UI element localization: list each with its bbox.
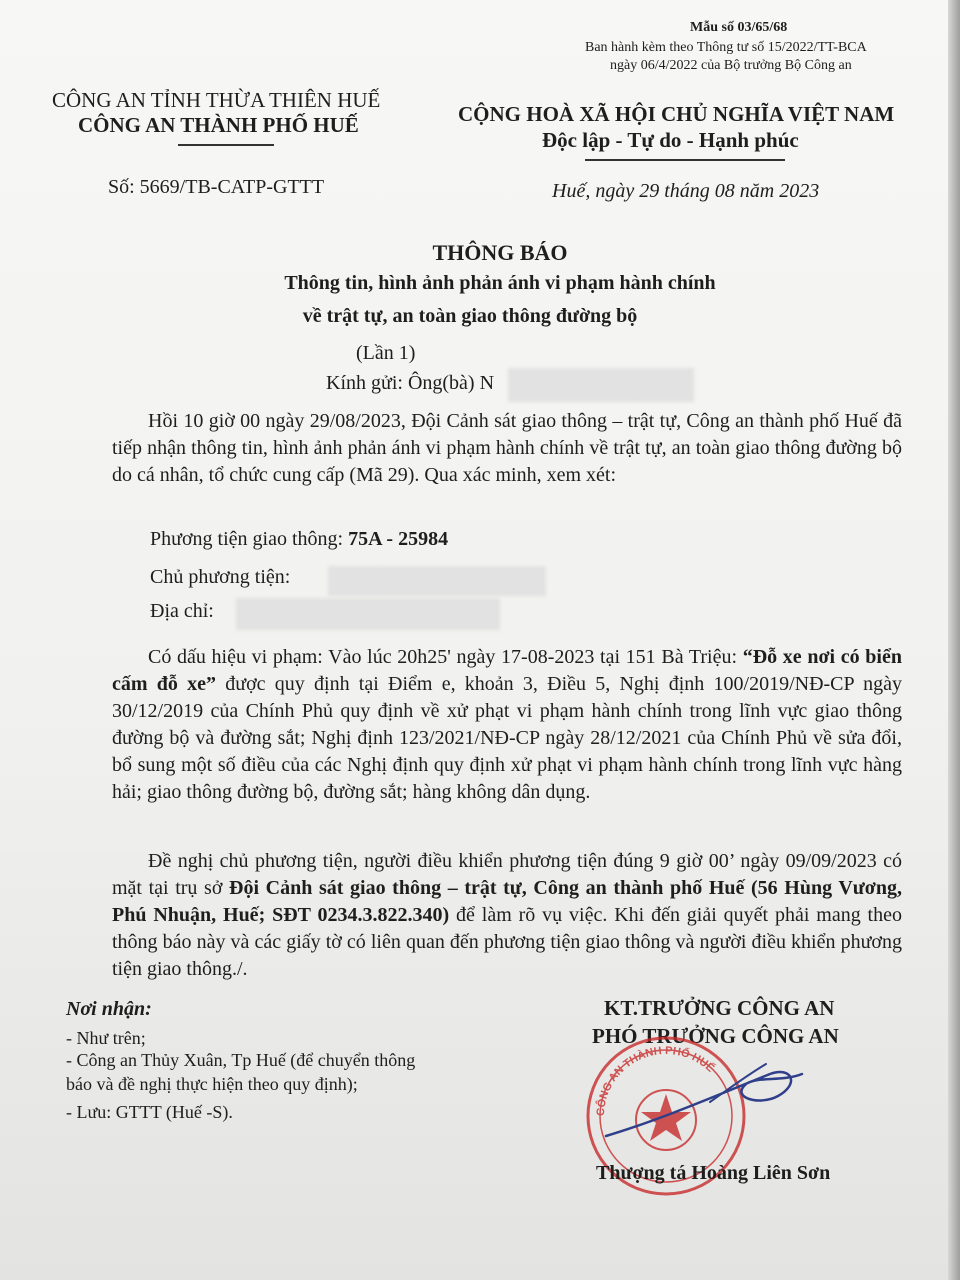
vehicle-line <box>150 528 448 551</box>
form-number: Mẫu số 03/65/68 <box>690 20 788 35</box>
violation-name: “Đỗ xe nơi có biển cấm đỗ xe” <box>112 646 902 695</box>
document-subtitle-2: về trật tự, an toàn giao thông đường bộ <box>302 305 638 327</box>
recipients-title: Nơi nhận: <box>66 998 152 1020</box>
recipient-item: - Công an Thủy Xuân, Tp Huế (để chuyển thông <box>66 1050 416 1070</box>
request-instructions: để làm rõ vụ việc. Khi đến giải quyết phải mang theo thông báo này và các giấy tờ có liên quan đến phương tiện giao thông và người điều khiển phương tiện giao thông./. <box>112 904 902 980</box>
request-intro: Đề nghị chủ phương tiện, người điều khiển phương tiện đúng 9 giờ 00’ ngày 09/09/2023 có mặt tại trụ sở <box>112 850 902 899</box>
request-office: Đội Cảnh sát giao thông – trật tự, Công an thành phố Huế (56 Hùng Vương, Phú Nhuận, Huế; SĐT 0234.3.822.340) <box>112 877 902 926</box>
violation-intro: Có dấu hiệu vi phạm: Vào lúc 20h25' ngày 17-08-2023 tại 151 Bà Triệu: <box>148 646 743 668</box>
vehicle-label: Phương tiện giao thông: <box>150 528 349 550</box>
addressee: Kính gửi: Ông(bà) N <box>326 372 495 394</box>
nation-motto: Độc lập - Tự do - Hạnh phúc <box>542 128 799 152</box>
signature-title-1: KT.TRƯỞNG CÔNG AN <box>604 996 835 1020</box>
owner-redaction <box>328 566 546 596</box>
paragraph-intake: Hồi 10 giờ 00 ngày 29/08/2023, Đội Cảnh sát giao thông – trật tự, Công an thành phố Huế đã tiếp nhận thông tin, hình ảnh phản ánh vi phạm hành chính về trật tự, an toàn giao thông đường bộ do cá nhân, tổ chức cung cấp (Mã 29). Qua xác minh, xem xét: <box>112 410 902 486</box>
document-subtitle-1: Thông tin, hình ảnh phản ánh vi phạm hành chính <box>284 272 716 294</box>
address-label: Địa chỉ: <box>150 600 214 622</box>
paragraph-violation <box>112 644 902 806</box>
vehicle-plate: 75A - 25984 <box>348 528 449 550</box>
agency-line1: CÔNG AN TỈNH THỪA THIÊN HUẾ <box>52 88 381 112</box>
address-redaction <box>236 598 500 630</box>
notice-round: (Lần 1) <box>356 342 416 364</box>
paragraph-request <box>112 848 902 983</box>
document-title: THÔNG BÁO <box>432 240 568 265</box>
form-issued-line2: ngày 06/4/2022 của Bộ trưởng Bộ Công an <box>610 58 852 73</box>
motto-underline <box>585 159 785 161</box>
nation-line1: CỘNG HOÀ XÃ HỘI CHỦ NGHĨA VIỆT NAM <box>458 102 895 126</box>
document-number: Số: 5669/TB-CATP-GTTT <box>108 176 325 198</box>
stamp-text: CÔNG AN THÀNH PHỐ HUẾ <box>594 1044 717 1117</box>
form-issued-line1: Ban hành kèm theo Thông tư số 15/2022/TT-BCA <box>585 40 867 55</box>
signature-title-2: PHÓ TRƯỞNG CÔNG AN <box>592 1024 839 1048</box>
signer-name: Thượng tá Hoàng Liên Sơn <box>596 1162 831 1184</box>
page-edge-shadow <box>948 0 960 1280</box>
agency-underline <box>178 144 274 146</box>
violation-legal-basis: được quy định tại Điểm e, khoản 3, Điều 5, Nghị định 100/2019/NĐ-CP ngày 30/12/2019 của Chính Phủ quy định về xử phạt vi phạm hành chính trong lĩnh vực giao thông đường bộ và đường sắt; Nghị định 123/2021/NĐ-CP ngày 28/12/2021 của Chính Phủ về sửa đổi, bổ sung một số điều của các Nghị định quy định xử phạt vi phạm hành chính trong lĩnh vực hàng hải; giao thông đường bộ, đường sắt; hàng không dân dụng. <box>112 673 903 803</box>
recipient-item: - Như trên; <box>66 1028 146 1048</box>
addressee-redaction <box>508 368 694 402</box>
svg-text:CÔNG AN THÀNH PHỐ HUẾ <box>595 1045 717 1116</box>
owner-line <box>150 566 290 589</box>
owner-label: Chủ phương tiện: <box>150 566 291 588</box>
recipient-item: báo và đề nghị thực hiện theo quy định); <box>66 1074 358 1094</box>
agency-line2: CÔNG AN THÀNH PHỐ HUẾ <box>78 113 359 137</box>
place-date: Huế, ngày 29 tháng 08 năm 2023 <box>552 180 820 202</box>
recipient-item: - Lưu: GTTT (Huế -S). <box>66 1102 233 1122</box>
address-line <box>150 600 214 623</box>
